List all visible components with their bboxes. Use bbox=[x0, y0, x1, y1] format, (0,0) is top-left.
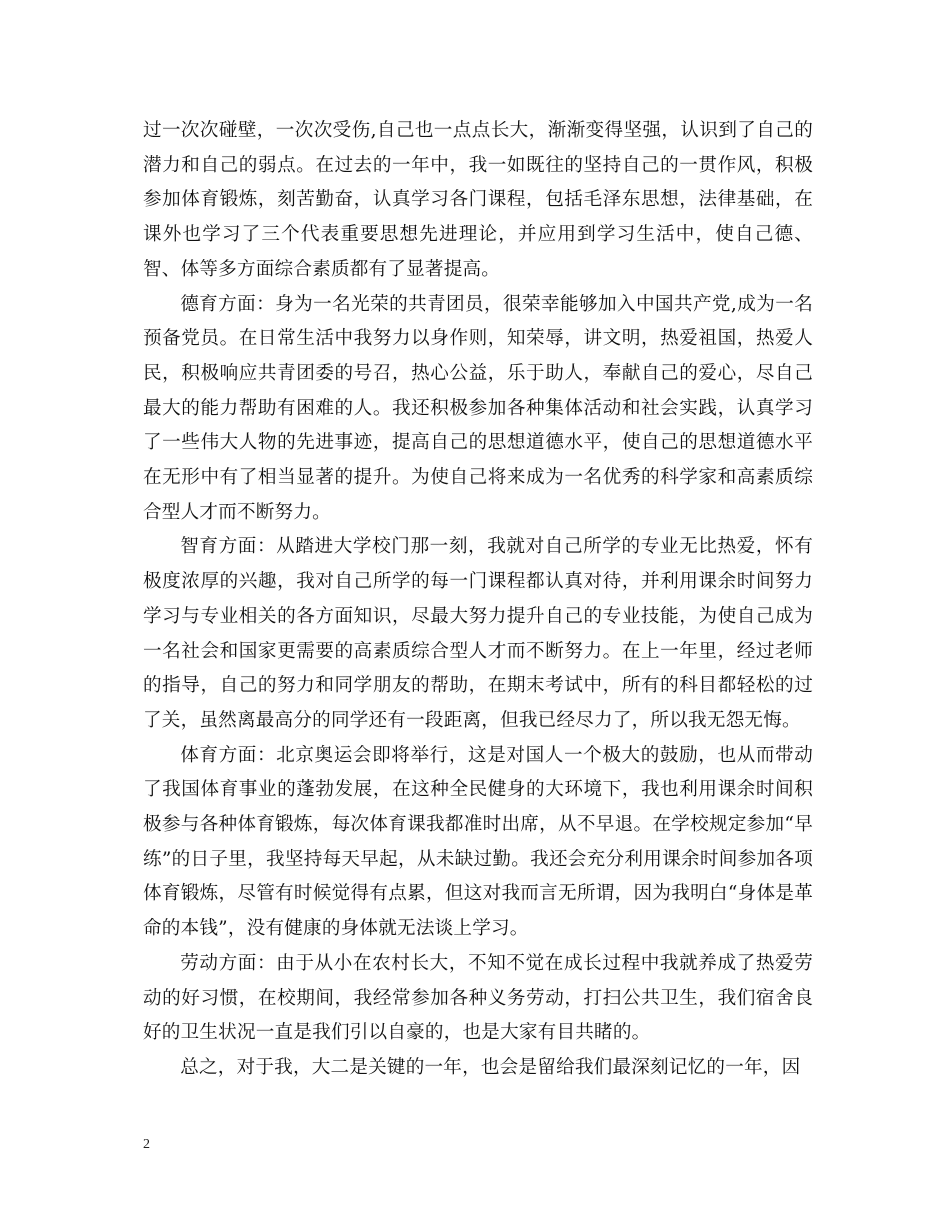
page-number: 2 bbox=[143, 1137, 150, 1152]
paragraph-physical-education: 体育方面：北京奥运会即将举行，这是对国人一个极大的鼓励，也从而带动了我国体育事业的蓬勃发展，在这种全民健身的大环境下，我也利用课余时间积极参与各种体育锻炼，每次体育课我都准时出席，从不早退。在学校规定参加“早练”的日子里，我坚持每天早起，从未缺过勤。我还会充分利用课余时间参加各项体育锻炼，尽管有时候觉得有点累，但这对我而言无所谓，因为我明白“身体是革命的本钱”，没有健康的身体就无法谈上学习。 bbox=[143, 744, 813, 940]
paragraph-continuation: 过一次次碰壁，一次次受伤,自己也一点点长大，渐渐变得坚强，认识到了自己的潜力和自己的弱点。在过去的一年中，我一如既往的坚持自己的一贯作风，积极参加体育锻炼，刻苦勤奋，认真学习各门课程，包括毛泽东思想，法律基础，在课外也学习了三个代表重要思想先进理论，并应用到学习生活中，使自己德、智、体等多方面综合素质都有了显著提高。 bbox=[143, 120, 813, 280]
paragraph-moral-education: 德育方面：身为一名光荣的共青团员，很荣幸能够加入中国共产党,成为一名预备党员。在日常生活中我努力以身作则，知荣辱，讲文明，热爱祖国，热爱人民，积极响应共青团委的号召，热心公益，乐于助人，奉献自己的爱心，尽自己最大的能力帮助有困难的人。我还积极参加各种集体活动和社会实践，认真学习了一些伟大人物的先进事迹，提高自己的思想道德水平，使自己的思想道德水平在无形中有了相当显著的提升。为使自己将来成为一名优秀的科学家和高素质综合型人才而不断努力。 bbox=[143, 293, 813, 523]
paragraph-summary: 总之，对于我，大二是关键的一年，也会是留给我们最深刻记忆的一年，因 bbox=[180, 1056, 801, 1078]
paragraph-labor: 劳动方面：由于从小在农村长大，不知不觉在成长过程中我就养成了热爱劳动的好习惯，在校期间，我经常参加各种义务劳动，打扫公共卫生，我们宿舍良好的卫生状况一直是我们引以自豪的，也是大家有目共睹的。 bbox=[143, 952, 813, 1044]
body-text bbox=[143, 114, 813, 1086]
paragraph-intellectual-education: 智育方面：从踏进大学校门那一刻，我就对自己所学的专业无比热爱，怀有极度浓厚的兴趣，我对自己所学的每一门课程都认真对待，并利用课余时间努力学习与专业相关的各方面知识，尽最大努力提升自己的专业技能，为使自己成为一名社会和国家更需要的高素质综合型人才而不断努力。在上一年里，经过老师的指导，自己的努力和同学朋友的帮助，在期末考试中，所有的科目都轻松的过了关，虽然离最高分的同学还有一段距离，但我已经尽力了，所以我无怨无悔。 bbox=[143, 536, 813, 731]
